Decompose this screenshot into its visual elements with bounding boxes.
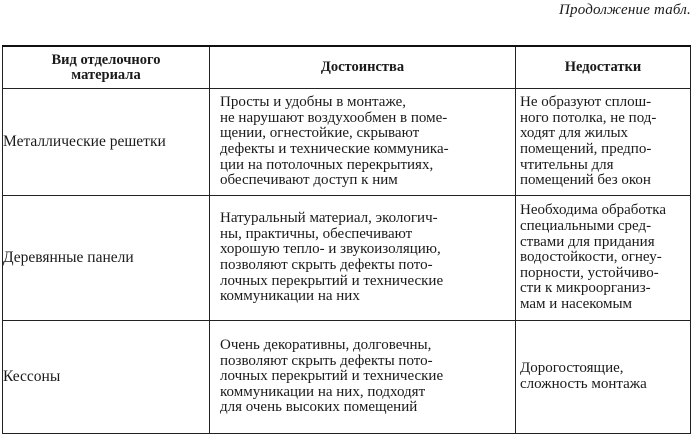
- disadvantages-text: Необходима обработка специальными сред- ствами для придания водостойкости, огнеу- порности, устойчиво- сти к микроорганиз- мам и насекомым: [520, 202, 667, 312]
- disadvantages-text: Дорогостоящие, сложность монтажа: [520, 360, 647, 392]
- advantages-text: Просты и удобны в монтаже, не нарушают воздухообмен в поме- щении, огнестойкие, скрывают дефекты и технические коммуника- ции на потолочных перекрытиях, обеспечивают доступ к ним: [220, 94, 449, 189]
- disadvantages-cell: [516, 196, 691, 321]
- column-header-advantages: Достоинства: [210, 46, 516, 89]
- column-header-disadvantages: Недостатки: [516, 46, 691, 89]
- disadvantages-cell: [516, 89, 691, 196]
- continuation-note: Продолжение табл.: [558, 2, 691, 18]
- table-row: [3, 321, 691, 434]
- advantages-cell: [210, 89, 516, 196]
- column-header-material: Вид отделочного материала: [3, 46, 210, 89]
- materials-table: [2, 45, 691, 434]
- disadvantages-cell: [516, 321, 691, 434]
- advantages-text: Очень декоративны, долговечны, позволяют скрыть дефекты пото- лочных перекрытий и технические коммуникации на них, подходят для очень высоких помещений: [220, 337, 444, 416]
- material-name: Кессоны: [3, 321, 210, 434]
- material-name: Деревянные панели: [3, 196, 210, 321]
- table-header-row: [3, 46, 691, 89]
- table-row: [3, 89, 691, 196]
- advantages-text: Натуральный материал, экологич- ны, практичны, обеспечивают хорошую тепло- и звукоизоляцию, позволяют скрыть дефекты пото- лочных перекрытий и технические коммуникации на них: [220, 210, 444, 305]
- advantages-cell: [210, 196, 516, 321]
- advantages-cell: [210, 321, 516, 434]
- table-row: [3, 196, 691, 321]
- disadvantages-text: Не образуют сплош- ного потолка, не под- ходят для жилых помещений, предпо- чтительны для помещений без окон: [520, 94, 657, 189]
- material-name: Металлические решетки: [3, 89, 210, 196]
